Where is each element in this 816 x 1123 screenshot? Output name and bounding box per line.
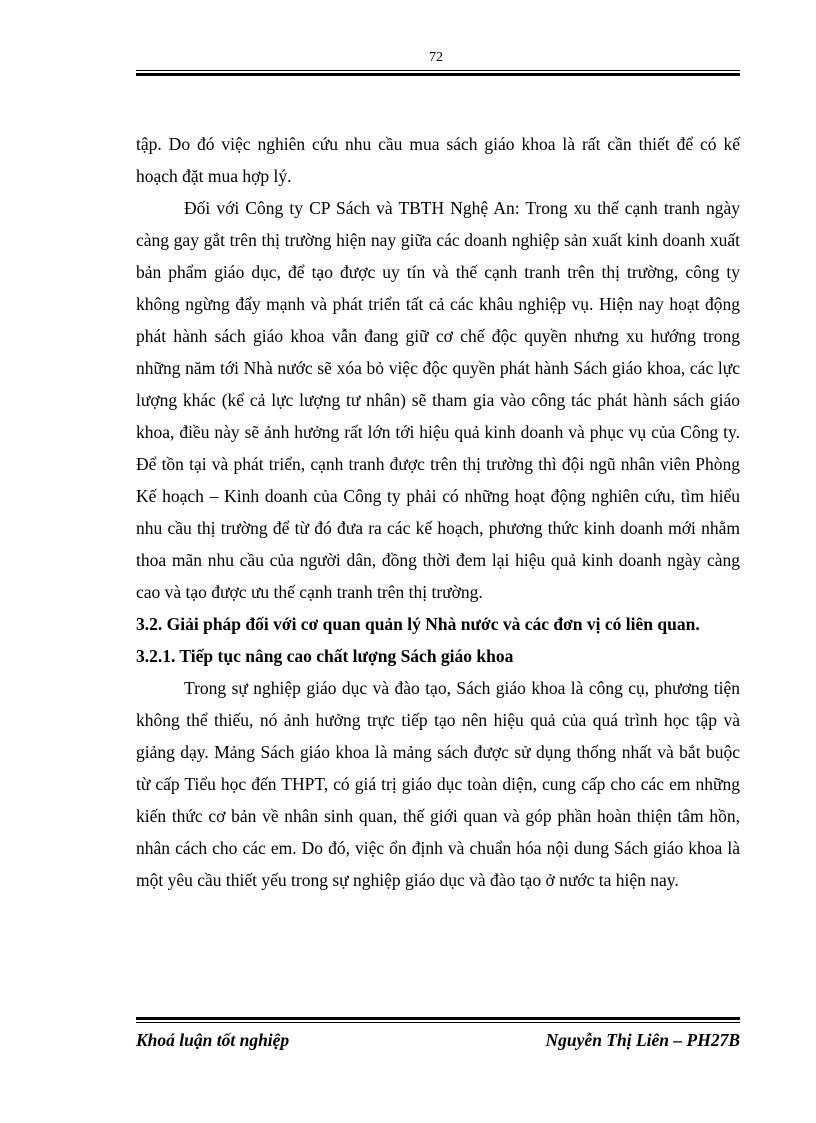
page-number: 72: [429, 50, 443, 65]
footer-author: Nguyễn Thị Liên – PH27B: [545, 1030, 740, 1050]
header-divider: [136, 70, 740, 76]
footer-divider: [136, 1017, 740, 1023]
paragraph-company: Đối với Công ty CP Sách và TBTH Nghệ An: Trong xu thế cạnh tranh ngày càng gay gắt trên thị trường hiện nay giữa các doanh nghiệp sản xuất kinh doanh xuất bản phẩm giáo dục, để tạo được uy tín và thế cạnh tranh trên thị trường, công ty không ngừng đẩy mạnh và phát triển tất cả các khâu nghiệp vụ. Hiện nay hoạt động phát hành sách giáo khoa vẫn đang giữ cơ chế độc quyền nhưng xu hướng trong những năm tới Nhà nước sẽ xóa bỏ việc độc quyền phát hành Sách giáo khoa, các lực lượng khác (kể cả lực lượng tư nhân) sẽ tham gia vào công tác phát hành sách giáo khoa, điều này sẽ ảnh hưởng rất lớn tới hiệu quả kinh doanh và phục vụ của Công ty. Để tồn tại và phát triển, cạnh tranh được trên thị trường thì đội ngũ nhân viên Phòng Kế hoạch – Kinh doanh của Công ty phải có những hoạt động nghiên cứu, tìm hiểu nhu cầu thị trường để từ đó đưa ra các kế hoạch, phương thức kinh doanh mới nhằm thoa mãn nhu cầu của người dân, đồng thời đem lại hiệu quả kinh doanh ngày càng cao và tạo được ưu thế cạnh tranh trên thị trường.: [136, 198, 740, 602]
page-footer: [136, 1030, 740, 1051]
section-heading-3-2: 3.2. Giải pháp đối với cơ quan quản lý Nhà nước và các đơn vị có liên quan.: [136, 614, 700, 634]
document-body: [136, 128, 740, 896]
paragraph-textbook-quality: Trong sự nghiệp giáo dục và đào tạo, Sách giáo khoa là công cụ, phương tiện không thể thiếu, nó ảnh hưởng trực tiếp tạo nên hiệu quả của quá trình học tập và giảng dạy. Mảng Sách giáo khoa là mảng sách được sử dụng thống nhất và bắt buộc từ cấp Tiểu học đến THPT, có giá trị giáo dục toàn diện, cung cấp cho các em những kiến thức cơ bản về nhân sinh quan, thế giới quan và góp phần hoàn thiện tâm hồn, nhân cách cho các em. Do đó, việc ổn định và chuẩn hóa nội dung Sách giáo khoa là một yêu cầu thiết yếu trong sự nghiệp giáo dục và đào tạo ở nước ta hiện nay.: [136, 678, 740, 890]
paragraph-continuation: tập. Do đó việc nghiên cứu nhu cầu mua sách giáo khoa là rất cần thiết để có kế hoạch đặt mua hợp lý.: [136, 134, 740, 186]
subsection-heading-3-2-1: 3.2.1. Tiếp tục nâng cao chất lượng Sách giáo khoa: [136, 646, 514, 666]
footer-thesis-label: Khoá luận tốt nghiệp: [136, 1030, 290, 1050]
